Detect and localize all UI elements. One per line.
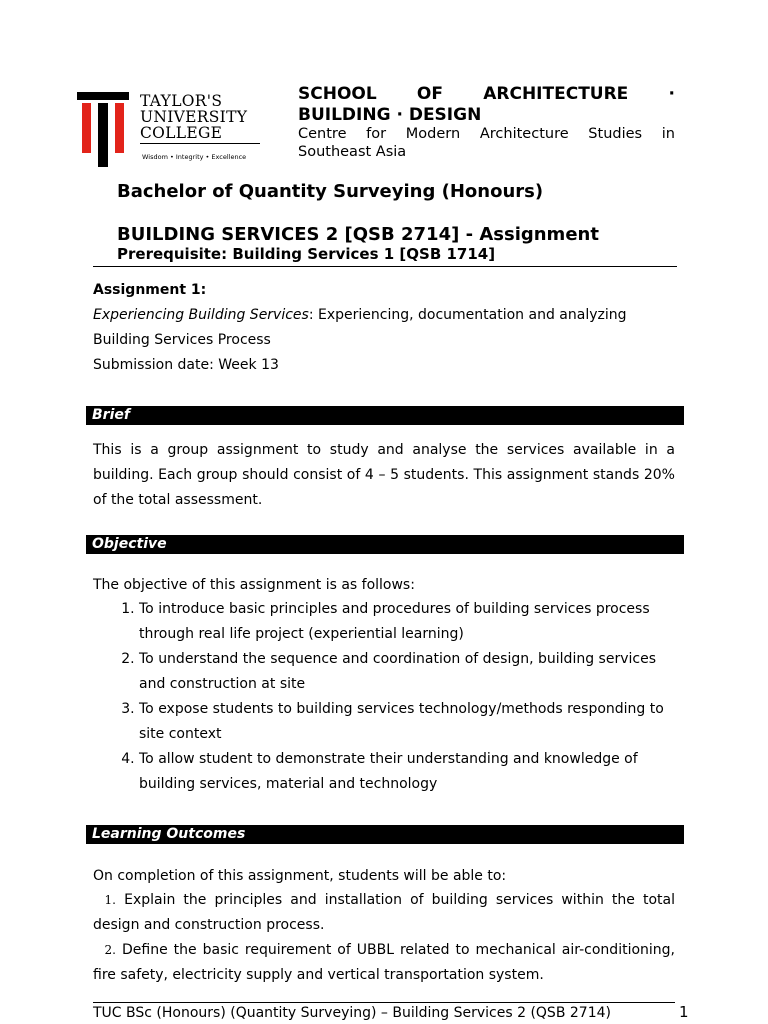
assignment-title — [93, 303, 627, 328]
logo-tagline: Wisdom • Integrity • Excellence — [142, 153, 247, 161]
school-title: SCHOOL OF ARCHITECTURE · — [298, 84, 675, 104]
university-logo — [77, 92, 267, 167]
assignment-title-rest: : Experiencing, documentation and analyzing — [308, 307, 627, 323]
logo-name-line: UNIVERSITY — [140, 108, 248, 126]
submission-date: Submission date: Week 13 — [93, 357, 279, 373]
list-item-text: Define the basic requirement of UBBL related to mechanical air-conditioning, fire safety, electricity supply and vertical transportation system. — [93, 942, 676, 983]
assignment-heading: Assignment 1: — [93, 282, 207, 298]
logo-name-line: COLLEGE — [140, 124, 223, 142]
learning-outcomes-list — [93, 888, 675, 988]
list-item-number: 2. — [104, 943, 116, 957]
brief-text: This is a group assignment to study and analyse the services available in a building. Each group should consist of 4 – 5 students. This assignment stands 20% of the total assessment. — [93, 442, 675, 508]
objective-list — [93, 597, 675, 797]
page-number: 1 — [679, 1003, 689, 1021]
list-item — [93, 938, 675, 988]
learning-outcomes-intro: On completion of this assignment, students will be able to: — [93, 868, 507, 884]
assignment-title-italic: Experiencing Building Services — [93, 307, 309, 323]
centre-name: Centre for Modern Architecture Studies in — [298, 126, 675, 142]
section-bar-objective: Objective — [86, 535, 684, 554]
list-item — [93, 888, 675, 938]
school-title-line2: BUILDING · DESIGN — [298, 105, 482, 125]
prerequisite: Prerequisite: Building Services 1 [QSB 1714] — [117, 245, 496, 263]
section-bar-brief: Brief — [86, 406, 684, 425]
list-item: 2. To understand the sequence and coordination of design, building services and construction at site — [139, 647, 675, 697]
course-title: BUILDING SERVICES 2 [QSB 2714] - Assignment — [117, 224, 599, 245]
logo-emblem-icon — [77, 92, 133, 167]
header-divider — [93, 266, 677, 267]
logo-name-line: TAYLOR'S — [140, 92, 223, 110]
list-item: 4. To allow student to demonstrate their understanding and knowledge of building services, material and technology — [139, 747, 675, 797]
list-item: 1. To introduce basic principles and procedures of building services process through real life project (experiential learning) — [139, 597, 675, 647]
list-item-text: Explain the principles and installation of building services within the total design and construction process. — [93, 892, 675, 933]
page-footer: TUC BSc (Honours) (Quantity Surveying) – Building Services 2 (QSB 2714) — [93, 1005, 611, 1021]
list-item: 3. To expose students to building services technology/methods responding to site context — [139, 697, 675, 747]
centre-name-line2: Southeast Asia — [298, 144, 407, 160]
assignment-title-line2: Building Services Process — [93, 332, 271, 348]
list-item-number: 1. — [104, 893, 116, 907]
section-bar-learning-outcomes: Learning Outcomes — [86, 825, 684, 844]
objective-intro: The objective of this assignment is as follows: — [93, 577, 415, 593]
programme-title: Bachelor of Quantity Surveying (Honours) — [117, 181, 544, 202]
